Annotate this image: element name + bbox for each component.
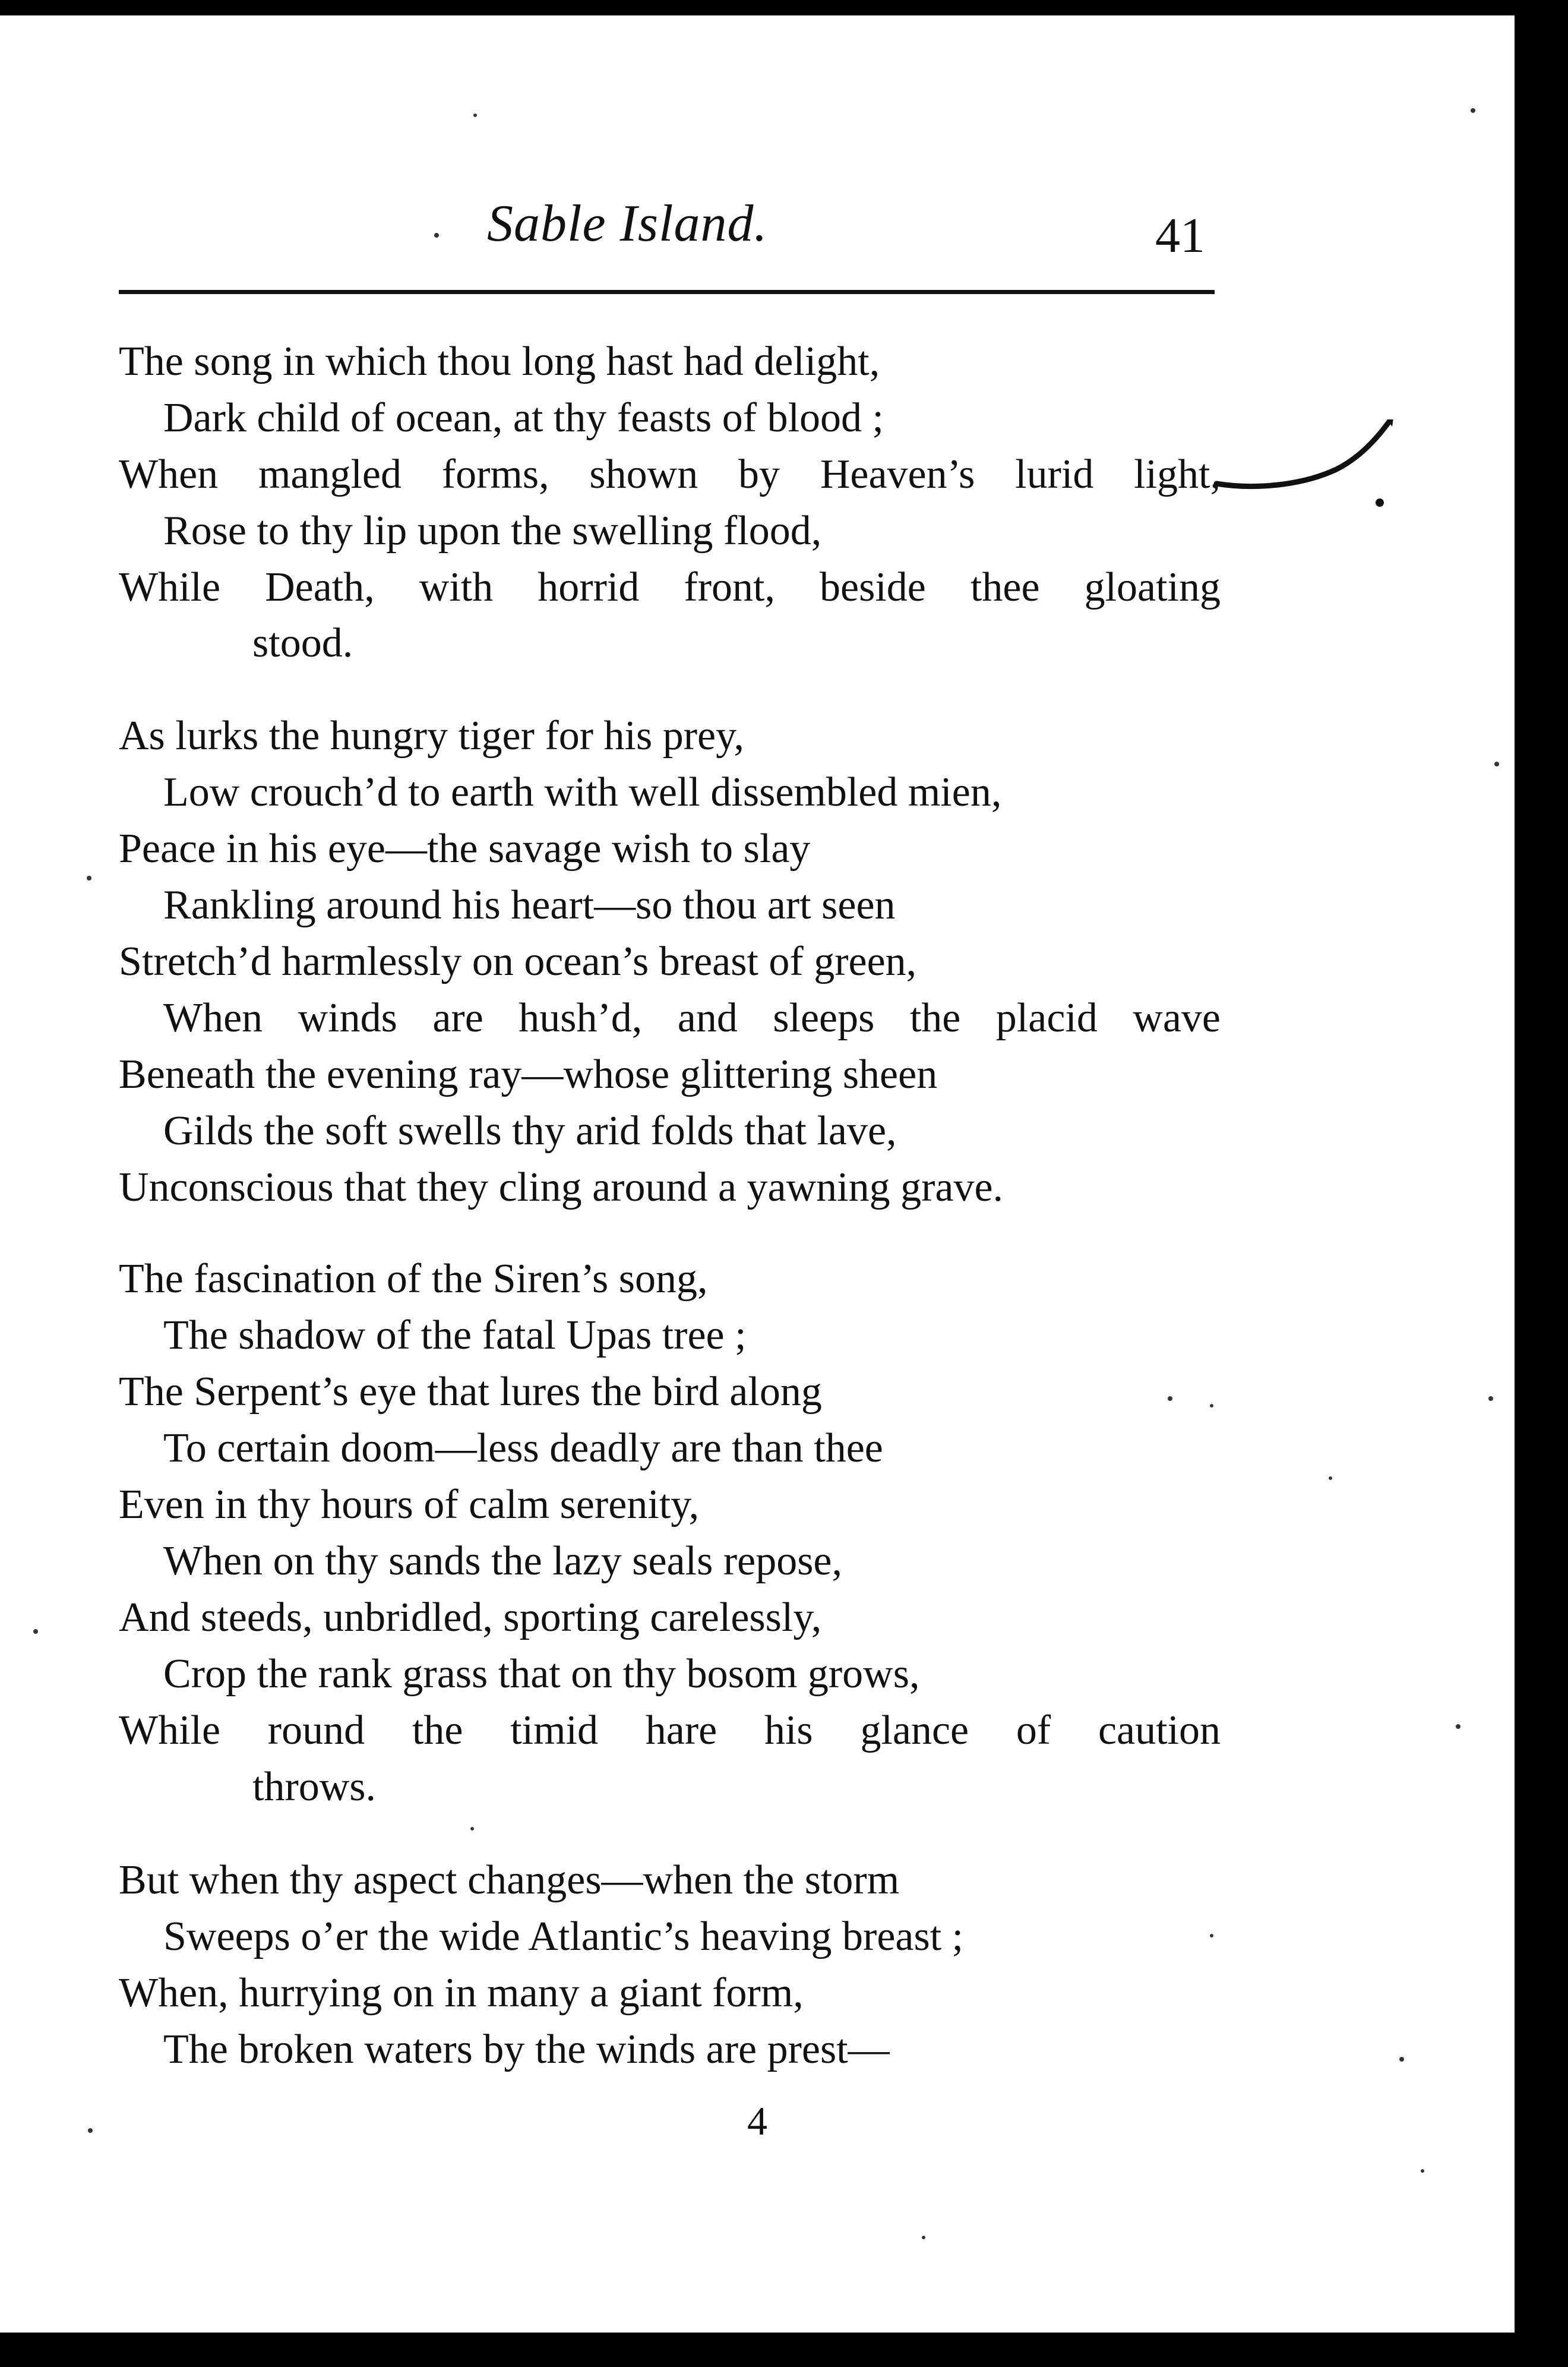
poem-line: Crop the rank grass that on thy bosom grows, xyxy=(163,1651,920,1697)
poem-line: When winds are hush’d, and sleeps the placid wave xyxy=(163,995,1221,1041)
poem-line: Even in thy hours of calm serenity, xyxy=(119,1482,700,1527)
poem-line: throws. xyxy=(252,1764,377,1810)
poem-line: The fascination of the Siren’s song, xyxy=(119,1256,708,1302)
poem-line: Rankling around his heart—so thou art seen xyxy=(163,882,896,928)
book-page xyxy=(0,15,1515,2333)
poem-line: But when thy aspect changes—when the storm xyxy=(119,1857,900,1903)
poem-line: stood. xyxy=(252,620,353,666)
signature-mark: 4 xyxy=(747,2098,767,2144)
poem-line: The Serpent’s eye that lures the bird along xyxy=(119,1369,822,1415)
poem-line: The song in which thou long hast had delight, xyxy=(119,339,880,384)
poem-line: Stretch’d harmlessly on ocean’s breast of green, xyxy=(119,939,917,984)
poem-line: Beneath the evening ray—whose glittering sheen xyxy=(119,1052,938,1097)
poem-line: Low crouch’d to earth with well dissembled mien, xyxy=(163,769,1002,815)
poem-line: Rose to thy lip upon the swelling flood, xyxy=(163,508,822,554)
poem-line: While round the timid hare his glance of caution xyxy=(119,1708,1221,1753)
poem-line: When, hurrying on in many a giant form, xyxy=(119,1970,804,2016)
poem-line: Sweeps o’er the wide Atlantic’s heaving breast ; xyxy=(163,1914,964,1959)
poem-line: Unconscious that they cling around a yawning grave. xyxy=(119,1164,1004,1210)
running-title: Sable Island. xyxy=(487,195,768,253)
poem-line: Dark child of ocean, at thy feasts of blood ; xyxy=(163,395,884,441)
header-rule xyxy=(119,290,1215,294)
poem-line: To certain doom—less deadly are than thee xyxy=(163,1425,883,1471)
poem-line: Peace in his eye—the savage wish to slay xyxy=(119,826,811,872)
poem-line: When on thy sands the lazy seals repose, xyxy=(163,1538,843,1584)
poem-line: As lurks the hungry tiger for his prey, xyxy=(119,713,745,759)
poem-line: When mangled forms, shown by Heaven’s lurid light, xyxy=(119,452,1221,497)
poem-line: Gilds the soft swells thy arid folds that lave, xyxy=(163,1108,897,1154)
poem-line: The shadow of the fatal Upas tree ; xyxy=(163,1312,747,1358)
page-number: 41 xyxy=(1155,208,1205,263)
page-header xyxy=(0,15,1515,313)
pen-stroke-mark xyxy=(1212,419,1414,526)
poem-line: And steeds, unbridled, sporting carelessly, xyxy=(119,1595,822,1640)
poem-line: The broken waters by the winds are prest— xyxy=(163,2027,890,2072)
poem-line: While Death, with horrid front, beside thee gloating xyxy=(119,564,1221,610)
